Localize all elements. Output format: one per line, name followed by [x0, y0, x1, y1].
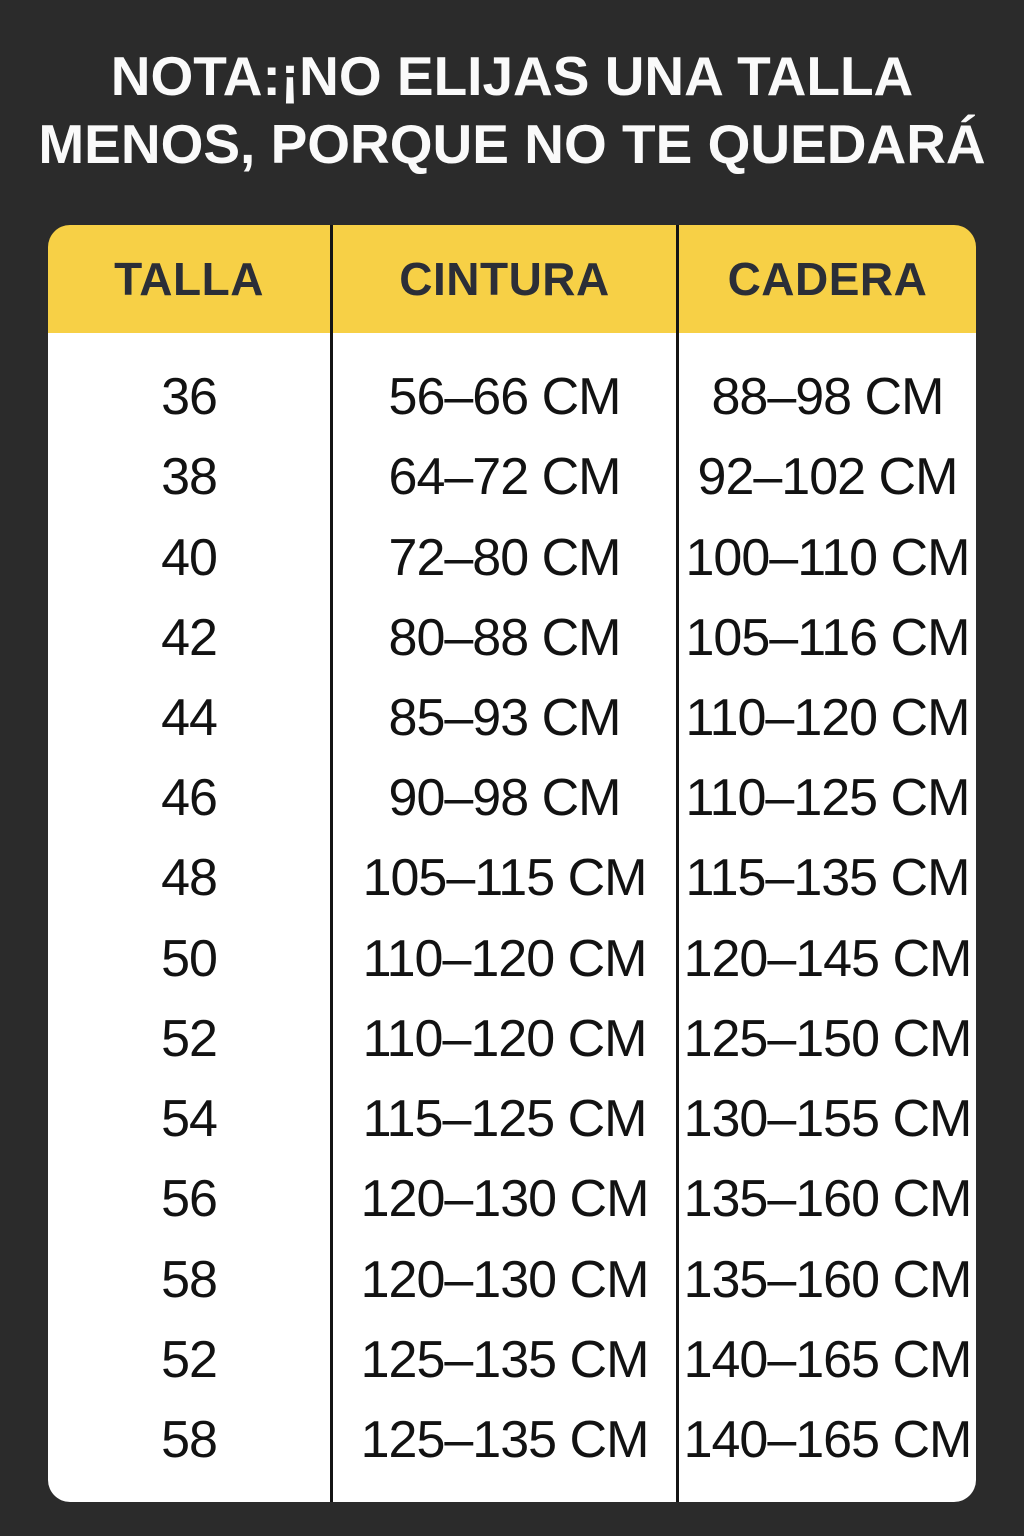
cell-cadera: 135–160 CM: [683, 1250, 972, 1309]
cell-cadera: 125–150 CM: [683, 1009, 972, 1068]
cell-cintura: 120–130 CM: [360, 1250, 649, 1309]
cell-talla: 36: [161, 368, 217, 427]
cell-talla: 58: [161, 1410, 217, 1469]
cell-talla: 58: [161, 1250, 217, 1309]
column-cells-cadera: [679, 333, 976, 1502]
cell-talla: 48: [161, 849, 217, 908]
cell-cintura: 90–98 CM: [388, 769, 621, 828]
column-cintura: [333, 225, 676, 1502]
cell-cintura: 125–135 CM: [360, 1330, 649, 1389]
cell-cadera: 140–165 CM: [683, 1410, 972, 1469]
cell-talla: 54: [161, 1090, 217, 1149]
cell-cintura: 56–66 CM: [388, 368, 621, 427]
cell-cintura: 85–93 CM: [388, 688, 621, 747]
cell-cadera: 115–135 CM: [685, 849, 970, 908]
column-header-cintura: CINTURA: [333, 225, 676, 333]
cell-cintura: 125–135 CM: [360, 1410, 649, 1469]
cell-cintura: 110–120 CM: [362, 929, 647, 988]
note-line-2: MENOS, PORQUE NO TE QUEDARÁ: [38, 113, 986, 175]
cell-talla: 50: [161, 929, 217, 988]
cell-talla: 52: [161, 1330, 217, 1389]
column-header-cadera: CADERA: [679, 225, 976, 333]
cell-cintura: 72–80 CM: [388, 528, 621, 587]
cell-cadera: 110–120 CM: [685, 688, 970, 747]
cell-cintura: 105–115 CM: [362, 849, 647, 908]
cell-cadera: 92–102 CM: [697, 448, 958, 507]
column-cadera: [679, 225, 976, 1502]
cell-cintura: 64–72 CM: [388, 448, 621, 507]
size-chart-table: [48, 225, 976, 1502]
cell-cadera: 120–145 CM: [683, 929, 972, 988]
column-talla: [48, 225, 330, 1502]
cell-cadera: 88–98 CM: [711, 368, 944, 427]
cell-cadera: 110–125 CM: [685, 769, 970, 828]
cell-cintura: 80–88 CM: [388, 608, 621, 667]
cell-talla: 44: [161, 688, 217, 747]
cell-talla: 46: [161, 769, 217, 828]
cell-cadera: 130–155 CM: [683, 1090, 972, 1149]
column-header-talla: TALLA: [48, 225, 330, 333]
cell-cadera: 135–160 CM: [683, 1170, 972, 1229]
cell-talla: 38: [161, 448, 217, 507]
cell-cadera: 105–116 CM: [685, 608, 970, 667]
note-line-1: NOTA:¡NO ELIJAS UNA TALLA: [110, 45, 914, 107]
cell-cintura: 115–125 CM: [362, 1090, 647, 1149]
note-heading: [0, 42, 1024, 178]
cell-cadera: 100–110 CM: [685, 528, 970, 587]
cell-cintura: 110–120 CM: [362, 1009, 647, 1068]
cell-talla: 40: [161, 528, 217, 587]
cell-talla: 52: [161, 1009, 217, 1068]
column-cells-talla: [48, 333, 330, 1502]
cell-cadera: 140–165 CM: [683, 1330, 972, 1389]
cell-talla: 42: [161, 608, 217, 667]
column-cells-cintura: [333, 333, 676, 1502]
cell-cintura: 120–130 CM: [360, 1170, 649, 1229]
cell-talla: 56: [161, 1170, 217, 1229]
